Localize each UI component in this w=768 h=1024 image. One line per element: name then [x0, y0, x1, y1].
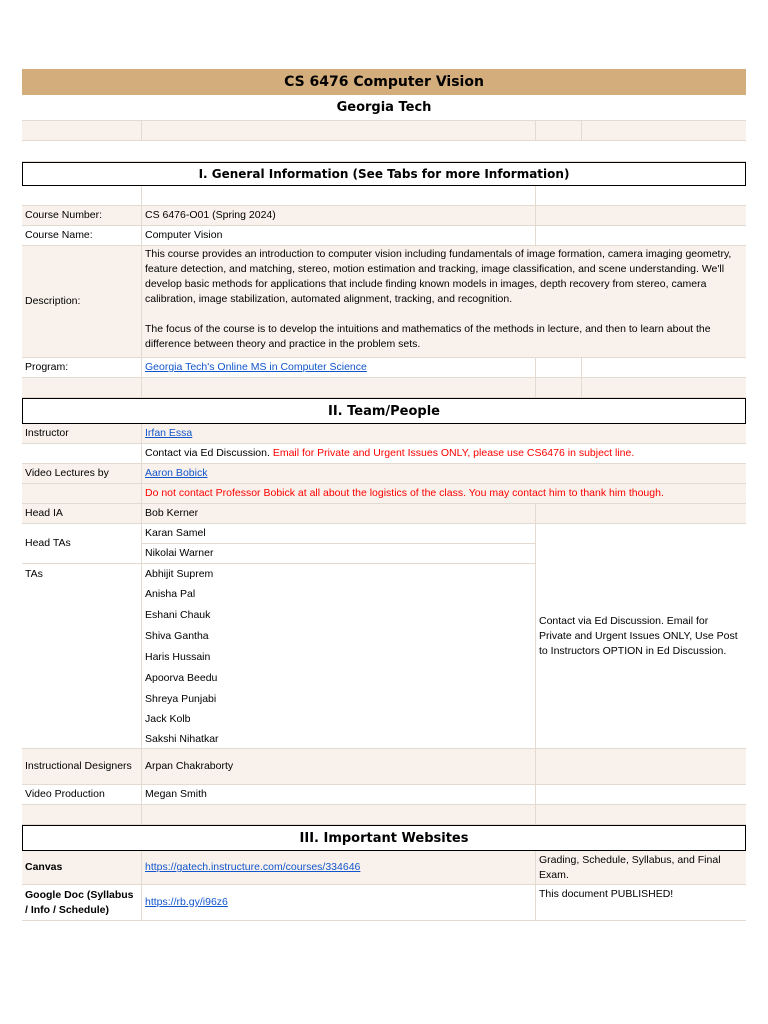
empty-cell: [141, 186, 535, 205]
course-name-value: Computer Vision: [141, 226, 535, 245]
instructor-link[interactable]: Irfan Essa: [145, 427, 193, 439]
course-title: CS 6476 Computer Vision: [284, 74, 484, 90]
canvas-cell: [141, 851, 535, 884]
section-header-websites: [22, 825, 746, 851]
instructor-cell: [141, 424, 746, 443]
section-header-team: [22, 398, 746, 424]
section-title: II. Team/People: [327, 403, 441, 419]
gdoc-row: [22, 885, 746, 921]
institution-name: Georgia Tech: [336, 100, 432, 115]
empty-cell: [581, 378, 746, 397]
staff-name: Apoorva Beedu: [145, 672, 218, 684]
head-ia-value: Bob Kerner: [141, 504, 535, 523]
staff-name: Eshani Chauk: [145, 609, 211, 621]
designers-label: Instructional Designers: [25, 760, 132, 772]
course-number-label: Course Number:: [25, 209, 103, 221]
empty-cell: [581, 358, 746, 377]
staff-name: Haris Hussain: [145, 651, 211, 663]
video-lectures-note-row: [22, 484, 746, 504]
empty-cell: [535, 206, 746, 225]
gdoc-note: This document PUBLISHED!: [535, 885, 746, 920]
gdoc-label: Google Doc (Syllabus / Info / Schedule): [25, 888, 134, 916]
head-tas-label: Head TAs: [22, 524, 141, 564]
video-lectures-note: Do not contact Professor Bobick at all about the logistics of the class. You may contact him to thank him though.: [141, 484, 746, 503]
video-lectures-cell: [141, 464, 746, 483]
program-link[interactable]: Georgia Tech's Online MS in Computer Science: [145, 361, 367, 373]
course-name-row: [22, 226, 746, 246]
canvas-row: [22, 851, 746, 885]
instructor-row: [22, 424, 746, 444]
empty-cell: [141, 121, 535, 140]
instructor-note: [141, 444, 746, 463]
canvas-note: Grading, Schedule, Syllabus, and Final Exam.: [535, 851, 746, 884]
page-subtitle: [22, 95, 746, 121]
empty-cell: [535, 186, 746, 205]
video-lectures-row: [22, 464, 746, 484]
section-title: III. Important Websites: [299, 830, 469, 846]
gdoc-cell: [141, 885, 535, 920]
program-row: [22, 358, 746, 378]
empty-cell: [535, 805, 746, 824]
empty-cell: [535, 785, 746, 804]
canvas-label: Canvas: [25, 861, 63, 873]
staff-name: Jack Kolb: [145, 712, 191, 725]
staff-name: Karan Samel: [142, 524, 536, 544]
instructor-label: Instructor: [25, 427, 69, 439]
page-title: [22, 69, 746, 95]
staff-name: Nikolai Warner: [142, 544, 536, 564]
gdoc-link[interactable]: https://rb.gy/i96z6: [145, 896, 228, 908]
staff-block: [22, 524, 746, 749]
empty-cell: [535, 749, 746, 784]
designers-row: [22, 749, 746, 785]
empty-row: [22, 121, 746, 141]
empty-cell: [535, 504, 746, 523]
video-lectures-label: Video Lectures by: [25, 467, 109, 479]
video-lectures-link[interactable]: Aaron Bobick: [145, 467, 208, 479]
empty-row: [22, 805, 746, 825]
course-number-row: [22, 206, 746, 226]
staff-name: Shreya Punjabi: [145, 692, 217, 705]
empty-cell: [535, 121, 581, 140]
staff-name: Shiva Gantha: [145, 630, 209, 642]
section-title: I. General Information (See Tabs for more Information): [198, 167, 570, 181]
video-production-label: Video Production: [25, 788, 105, 800]
description-row: [22, 246, 746, 358]
empty-cell: [581, 121, 746, 140]
description-label: Description:: [25, 295, 81, 307]
instructor-note-row: [22, 444, 746, 464]
description-value: [141, 246, 746, 357]
program-label: Program:: [25, 361, 69, 373]
spreadsheet: [22, 69, 746, 921]
description-paragraph: This course provides an introduction to computer vision including fundamentals of image formation, camera imaging geometry, feature detection, and matching, stereo, motion estimation and tracking, image classification, and scene understanding. We'll develop basic methods for applications that include finding known models in images, depth recovery from stereo, camera calibration, image stabilization, automated alignment, tracking, and recognition.: [145, 248, 732, 305]
designers-value: Arpan Chakraborty: [141, 749, 535, 784]
head-ia-row: [22, 504, 746, 524]
head-ia-label: Head IA: [25, 507, 63, 519]
empty-cell: [141, 805, 535, 824]
tas-label: TAs: [25, 567, 43, 580]
empty-cell: [535, 358, 581, 377]
video-production-row: [22, 785, 746, 805]
empty-cell: [535, 378, 581, 397]
section-header-general: [22, 162, 746, 186]
staff-name: Abhijit Suprem: [145, 567, 214, 580]
staff-name: Sakshi Nihatkar: [145, 732, 219, 745]
empty-row: [22, 378, 746, 398]
video-production-value: Megan Smith: [141, 785, 535, 804]
empty-cell: [535, 226, 746, 245]
description-paragraph: The focus of the course is to develop the intuitions and mathematics of the methods in lecture, and then to learn about the difference between theory and practice in the problem sets.: [145, 323, 711, 350]
course-number-value: CS 6476-O01 (Spring 2024): [141, 206, 535, 225]
instructor-note-text: Contact via Ed Discussion.: [145, 447, 273, 459]
instructor-note-warning: Email for Private and Urgent Issues ONLY, please use CS6476 in subject line.: [272, 447, 635, 459]
empty-row: [22, 186, 746, 206]
course-name-label: Course Name:: [25, 229, 93, 241]
canvas-link[interactable]: https://gatech.instructure.com/courses/334646: [145, 861, 361, 873]
empty-cell: [141, 378, 535, 397]
staff-name: Anisha Pal: [145, 588, 196, 600]
staff-names: [141, 524, 536, 748]
empty-row: [22, 141, 746, 162]
program-cell: [141, 358, 535, 377]
staff-contact-note: Contact via Ed Discussion. Email for Private and Urgent Issues ONLY, Use Post to Instructors OPTION in Ed Discussion.: [535, 524, 746, 748]
